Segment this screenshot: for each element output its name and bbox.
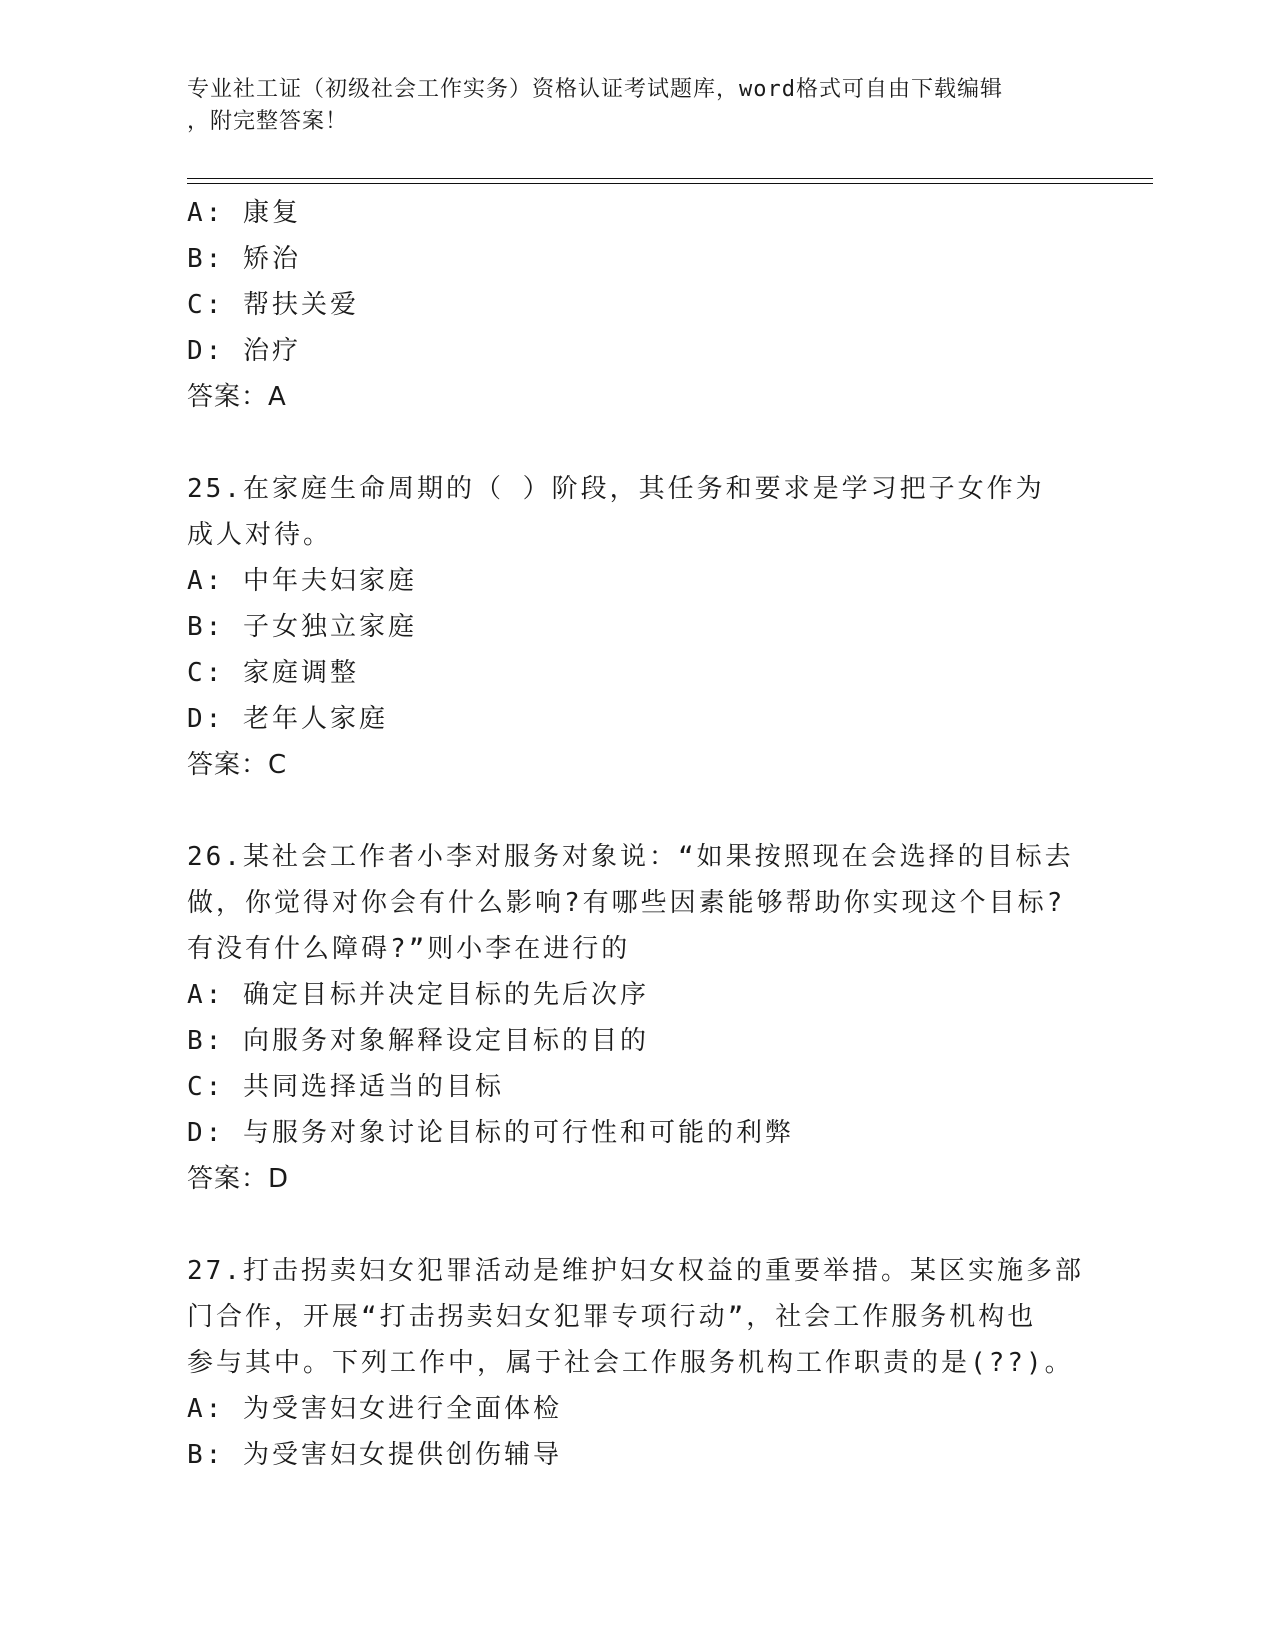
option-a: A: 康复: [187, 198, 301, 228]
header-rule-top: [187, 178, 1153, 179]
option-b: B: 子女独立家庭: [187, 612, 417, 642]
question-26: [187, 834, 1087, 1202]
option-a: A: 中年夫妇家庭: [187, 566, 417, 596]
question-list: [187, 190, 1087, 1478]
answer-line: 答案：A: [187, 382, 287, 412]
option-c: C: 帮扶关爱: [187, 290, 359, 320]
question-25: [187, 466, 1087, 788]
question-gap: [187, 788, 1087, 834]
document-header: [187, 74, 1087, 138]
question-stem-line: 参与其中。下列工作中，属于社会工作服务机构工作职责的是(??)。: [187, 1348, 1074, 1378]
option-d: D: 老年人家庭: [187, 704, 388, 734]
header-rule-bottom: [187, 183, 1153, 184]
question-stem-line: 有没有什么障碍?”则小李在进行的: [187, 934, 631, 964]
question-stem-line: 门合作，开展“打击拐卖妇女犯罪专项行动”，社会工作服务机构也: [187, 1302, 1037, 1332]
header-line-2: ，附完整答案！: [187, 109, 349, 134]
option-c: C: 共同选择适当的目标: [187, 1072, 504, 1102]
question-stem-line: 成人对待。: [187, 520, 333, 550]
option-b: B: 矫治: [187, 244, 301, 274]
question-gap: [187, 1202, 1087, 1248]
option-b: B: 向服务对象解释设定目标的目的: [187, 1026, 649, 1056]
option-d: D: 治疗: [187, 336, 301, 366]
option-b: B: 为受害妇女提供创伤辅导: [187, 1440, 562, 1470]
question-24-tail: [187, 190, 1087, 420]
question-stem-line: 27.打击拐卖妇女犯罪活动是维护妇女权益的重要举措。某区实施多部: [187, 1256, 1084, 1286]
option-a: A: 为受害妇女进行全面体检: [187, 1394, 562, 1424]
answer-line: 答案：D: [187, 1164, 290, 1194]
question-stem-line: 26.某社会工作者小李对服务对象说：“如果按照现在会选择的目标去: [187, 842, 1074, 872]
option-c: C: 家庭调整: [187, 658, 359, 688]
question-gap: [187, 420, 1087, 466]
header-line-1: 专业社工证（初级社会工作实务）资格认证考试题库，word格式可自由下载编辑: [187, 77, 1003, 102]
question-stem-line: 做，你觉得对你会有什么影响?有哪些因素能够帮助你实现这个目标?: [187, 888, 1066, 918]
question-stem-line: 25.在家庭生命周期的（ ）阶段，其任务和要求是学习把子女作为: [187, 474, 1045, 504]
answer-line: 答案：C: [187, 750, 288, 780]
option-a: A: 确定目标并决定目标的先后次序: [187, 980, 649, 1010]
question-27: [187, 1248, 1087, 1478]
option-d: D: 与服务对象讨论目标的可行性和可能的利弊: [187, 1118, 794, 1148]
